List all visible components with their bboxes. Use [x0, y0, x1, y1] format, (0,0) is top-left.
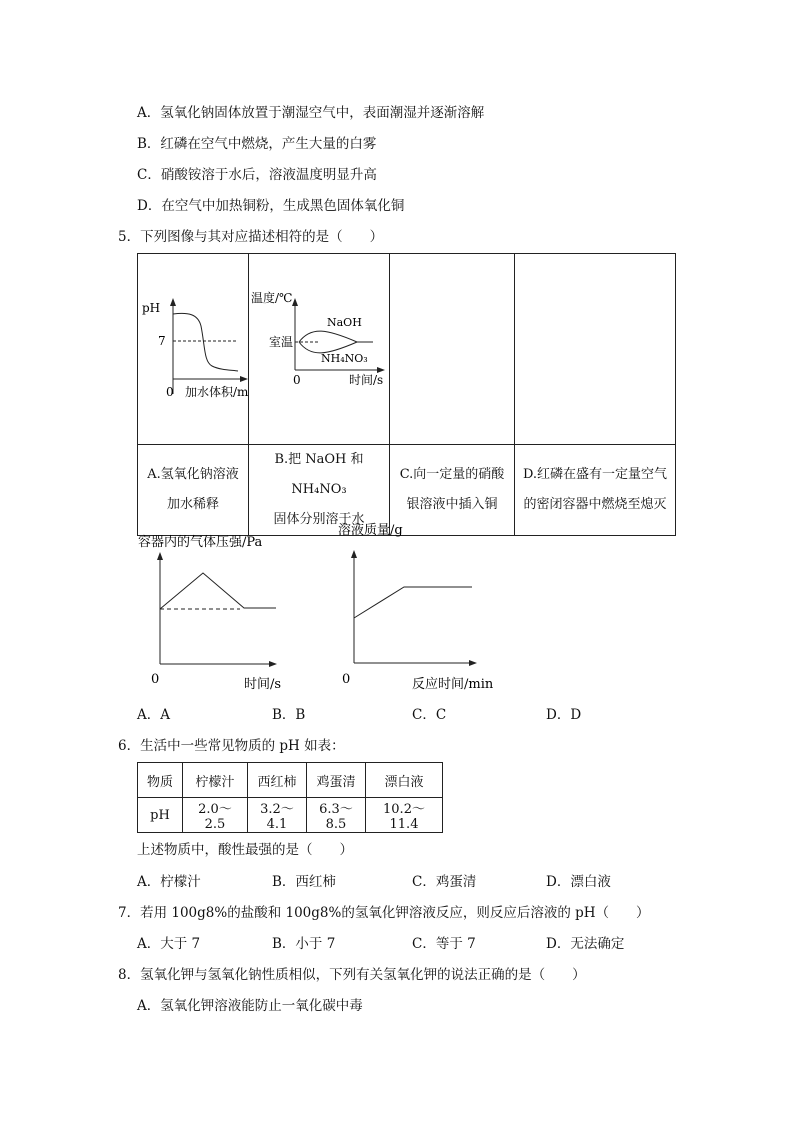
q7-choice-c: C．等于 7: [412, 936, 476, 952]
q7-choice-a: A．大于 7: [137, 936, 201, 952]
graph-b-ylabel: 温度/℃: [251, 291, 293, 305]
q7-stem: 7．若用 100g8%的盐酸和 100g8%的氢氧化钾溶液反应，则反应后溶液的 pH（ ）: [118, 905, 650, 921]
q5-choice-d: D．D: [546, 707, 582, 723]
graph-d-ylabel: 容器内的气体压强/Pa: [138, 535, 263, 550]
q6-ph-table: [137, 762, 443, 833]
q6-header-cell: 漂白液: [366, 763, 443, 798]
graph-d: [136, 530, 286, 695]
graph-a: [138, 254, 248, 444]
graph-d-xlabel: 时间/s: [244, 677, 282, 692]
q5-figure-table: [137, 253, 676, 536]
q5-caption-b-line2: 固体分别溶于水: [273, 512, 365, 527]
q5-caption-b-line1: B.把 NaOH 和 NH₄NO₃: [274, 452, 364, 497]
graph-b-lower-label: NH₄NO₃: [321, 352, 368, 365]
graph-b-upper-label: NaOH: [327, 316, 362, 329]
q6-value-cell: 6.3～8.5: [307, 798, 366, 833]
q6-header-cell: 柠檬汁: [183, 763, 248, 798]
q5-graph-b-cell: [249, 254, 390, 445]
q4-option-d: D．在空气中加热铜粉，生成黑色固体氧化铜: [137, 198, 405, 214]
q6-value-cell: 2.0～2.5: [183, 798, 248, 833]
graph-c-ylabel: 溶液质量/g: [338, 523, 403, 538]
q6-header-cell: 鸡蛋清: [307, 763, 366, 798]
q6-stem: 6．生活中一些常见物质的 pH 如表：: [118, 738, 345, 754]
q4-option-c: C．硝酸铵溶于水后，溶液温度明显升高: [137, 167, 377, 183]
graph-c-origin: 0: [342, 672, 351, 687]
graph-b-ytick: 室温: [269, 335, 294, 349]
graph-b-origin: 0: [293, 373, 301, 387]
q5-caption-a-line1: A.氢氧化钠溶液: [147, 467, 239, 482]
q6-choice-d: D．漂白液: [546, 874, 611, 890]
q6-header-cell: 西红柿: [248, 763, 307, 798]
q6-value-cell: 10.2～11.4: [366, 798, 443, 833]
graph-a-origin: 0: [166, 385, 174, 399]
graph-d-origin: 0: [151, 672, 160, 687]
q5-graph-c-cell: [390, 254, 515, 445]
q5-caption-c-line2: 银溶液中插入铜: [406, 497, 498, 512]
q6-value-cell: pH: [138, 798, 183, 833]
q5-graph-d-cell: [515, 254, 676, 445]
q7-choice-d: D．无法确定: [546, 936, 625, 952]
q6-header-row: [138, 763, 443, 798]
graph-b: [249, 254, 389, 444]
graph-a-ytick: 7: [158, 334, 166, 348]
q5-choice-a: A．A: [137, 707, 170, 723]
q5-caption-a-line2: 加水稀释: [166, 497, 219, 512]
q6-choice-b: B．西红柿: [272, 874, 336, 890]
q5-caption-a: [138, 445, 249, 536]
graph-c-xlabel: 反应时间/min: [412, 677, 494, 692]
q6-header-cell: 物质: [138, 763, 183, 798]
q7-choice-b: B．小于 7: [272, 936, 336, 952]
graph-a-xlabel: 加水体积/m: [185, 385, 248, 399]
q5-caption-d: [515, 445, 676, 536]
q5-caption-d-line2: 的密闭容器中燃烧至熄灭: [523, 497, 667, 512]
q5-choice-c: C．C: [412, 707, 447, 723]
q6-value-cell: 3.2～4.1: [248, 798, 307, 833]
graph-a-ylabel: pH: [142, 301, 161, 315]
q6-question: 上述物质中，酸性最强的是（ ）: [137, 842, 353, 858]
graph-b-xlabel: 时间/s: [349, 373, 384, 387]
q5-graph-a-cell: [138, 254, 249, 445]
q5-choice-b: B．B: [272, 707, 306, 723]
q4-option-b: B．红磷在空气中燃烧，产生大量的白雾: [137, 136, 377, 152]
q5-stem: 5．下列图像与其对应描述相符的是（ ）: [118, 229, 384, 245]
q5-caption-c-line1: C.向一定量的硝酸: [399, 467, 505, 482]
q8-option-a: A．氢氧化钾溶液能防止一氧化碳中毒: [137, 998, 363, 1014]
q6-choice-c: C．鸡蛋清: [412, 874, 477, 890]
q6-value-row: [138, 798, 443, 833]
q4-option-a: A．氢氧化钠固体放置于潮湿空气中，表面潮湿并逐渐溶解: [137, 105, 485, 121]
q6-choice-a: A．柠檬汁: [137, 874, 201, 890]
q5-caption-d-line1: D.红磷在盛有一定量空气: [522, 467, 668, 482]
graph-c: [336, 518, 506, 698]
q8-stem: 8．氢氧化钾与氢氧化钠性质相似，下列有关氢氧化钾的说法正确的是（ ）: [118, 967, 586, 983]
